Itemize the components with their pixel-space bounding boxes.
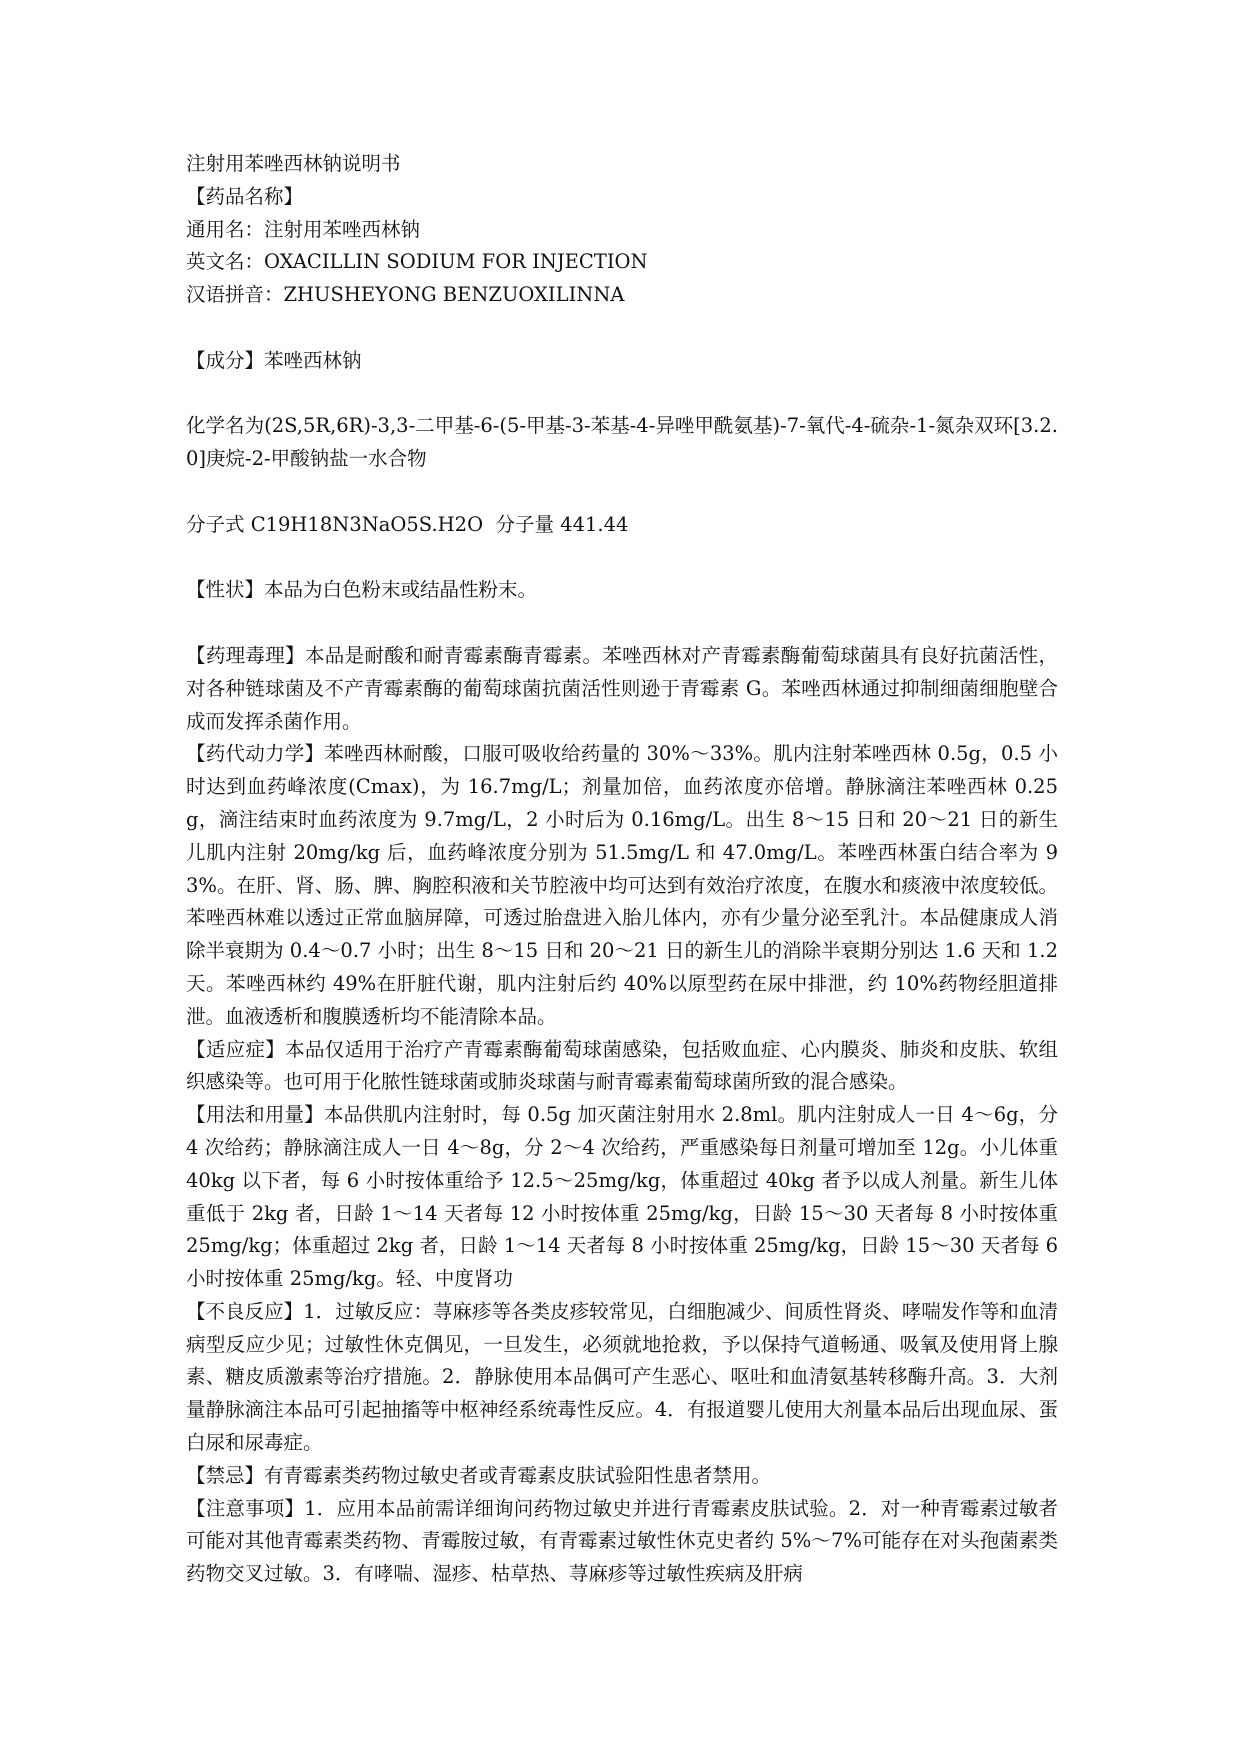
chemical-name: 化学名为(2S,5R,6R)-3,3-二甲基-6-(5-甲基-3-苯基-4-异唑甲酰氨基)-7-氧代-4-硫杂-1-氮杂双环[3.2.0]庚烷-2-甲酸钠盐一水合物: [186, 414, 1058, 471]
composition-text: 苯唑西林钠: [264, 348, 362, 372]
dosage-section: [186, 1099, 1058, 1296]
pharmacology-heading: 【药理毒理】: [186, 643, 305, 667]
document-page: [186, 148, 1058, 1591]
properties-heading: 【性状】: [186, 578, 265, 602]
precautions-heading: 【注意事项】: [186, 1496, 305, 1520]
spacer: [186, 607, 1058, 640]
contraindications-heading: 【禁忌】: [186, 1463, 265, 1487]
pharmacology-text: 本品是耐酸和耐青霉素酶青霉素。苯唑西林对产青霉素酶葡萄球菌具有良好抗菌活性，对各种链球菌及不产青霉素酶的葡萄球菌抗菌活性则逊于青霉素 G。苯唑西林通过抑制细菌细胞壁合成而发挥杀菌作用。: [186, 643, 1058, 733]
english-name: 英文名：OXACILLIN SODIUM FOR INJECTION: [186, 250, 648, 274]
pharmacokinetics-heading: 【药代动力学】: [186, 742, 325, 766]
spacer: [186, 476, 1058, 509]
composition-section: [186, 345, 1058, 378]
pinyin-name: 汉语拼音：ZHUSHEYONG BENZUOXILINNA: [186, 283, 625, 307]
contraindications-text: 有青霉素类药物过敏史者或青霉素皮肤试验阳性患者禁用。: [264, 1463, 772, 1487]
dosage-text: 本品供肌内注射时，每 0.5g 加灭菌注射用水 2.8ml。肌内注射成人一日 4～6g，分 4 次给药；静脉滴注成人一日 4～8g，分 2～4 次给药，严重感染每日剂量可增加至 12g。小儿体重 40kg 以下者，每 6 小时按体重给予 12.5～25mg/kg，体重超过 40kg 者予以成人剂量。新生儿体重低于 2kg 者，日龄 1～14 天者每 12 小时按体重 25mg/kg，日龄 15～30 天者每 8 小时按体重 25mg/kg；体重超过 2kg 者，日龄 1～14 天者每 8 小时按体重 25mg/kg，日龄 15～30 天者每 6 小时按体重 25mg/kg。轻、中度肾功: [186, 1103, 1058, 1291]
contraindications-section: [186, 1460, 1058, 1493]
pharmacokinetics-section: [186, 738, 1058, 1033]
indications-section: [186, 1034, 1058, 1100]
precautions-section: [186, 1493, 1058, 1591]
molecular-formula: 分子式 C19H18N3NaO5S.H2O 分子量 441.44: [186, 512, 629, 536]
drug-name-heading: 【药品名称】: [186, 184, 304, 208]
properties-text: 本品为白色粉末或结晶性粉末。: [264, 578, 538, 602]
spacer: [186, 542, 1058, 575]
pharmacology-section: [186, 640, 1058, 738]
adverse-reactions-heading: 【不良反应】: [186, 1299, 304, 1323]
properties-section: [186, 574, 1058, 607]
adverse-reactions-section: [186, 1296, 1058, 1460]
pharmacokinetics-text: 苯唑西林耐酸，口服可吸收给药量的 30%～33%。肌内注射苯唑西林 0.5g，0.5 小时达到血药峰浓度(Cmax)，为 16.7mg/L；剂量加倍，血药浓度亦倍增。静脉滴注苯唑西林 0.25g，滴注结束时血药浓度为 9.7mg/L，2 小时后为 0.16mg/L。出生 8～15 日和 20～21 日的新生儿肌内注射 20mg/kg 后，血药峰浓度分别为 51.5mg/L 和 47.0mg/L。苯唑西林蛋白结合率为 93%。在肝、肾、肠、脾、胸腔积液和关节腔液中均可达到有效治疗浓度，在腹水和痰液中浓度较低。苯唑西林难以透过正常血脑屏障，可透过胎盘进入胎儿体内，亦有少量分泌至乳汁。本品健康成人消除半衰期为 0.4～0.7 小时；出生 8～15 日和 20～21 日的新生儿的消除半衰期分别达 1.6 天和 1.2 天。苯唑西林约 49%在肝脏代谢，肌内注射后约 40%以原型药在尿中排泄，约 10%药物经胆道排泄。血液透析和腹膜透析均不能清除本品。: [186, 742, 1058, 1028]
precautions-text: 1．应用本品前需详细询问药物过敏史并进行青霉素皮肤试验。2．对一种青霉素过敏者可能对其他青霉素类药物、青霉胺过敏，有青霉素过敏性休克史者约 5%～7%可能存在对头孢菌素类药物交叉过敏。3．有哮喘、湿疹、枯草热、荨麻疹等过敏性疾病及肝病: [186, 1496, 1058, 1586]
adverse-reactions-text: 1．过敏反应：荨麻疹等各类皮疹较常见，白细胞减少、间质性肾炎、哮喘发作等和血清病型反应少见；过敏性休克偶见，一旦发生，必须就地抢救，予以保持气道畅通、吸氧及使用肾上腺素、糖皮质激素等治疗措施。2．静脉使用本品偶可产生恶心、呕吐和血清氨基转移酶升高。3．大剂量静脉滴注本品可引起抽搐等中枢神经系统毒性反应。4．有报道婴儿使用大剂量本品后出现血尿、蛋白尿和尿毒症。: [186, 1299, 1058, 1455]
indications-text: 本品仅适用于治疗产青霉素酶葡萄球菌感染，包括败血症、心内膜炎、肺炎和皮肤、软组织感染等。也可用于化脓性链球菌或肺炎球菌与耐青霉素葡萄球菌所致的混合感染。: [186, 1037, 1058, 1094]
composition-heading: 【成分】: [186, 348, 265, 372]
indications-heading: 【适应症】: [186, 1037, 286, 1061]
document-title: 注射用苯唑西林钠说明书: [186, 152, 401, 175]
dosage-heading: 【用法和用量】: [186, 1103, 324, 1127]
spacer: [186, 378, 1058, 411]
spacer: [186, 312, 1058, 345]
generic-name: 通用名：注射用苯唑西林钠: [186, 217, 421, 241]
